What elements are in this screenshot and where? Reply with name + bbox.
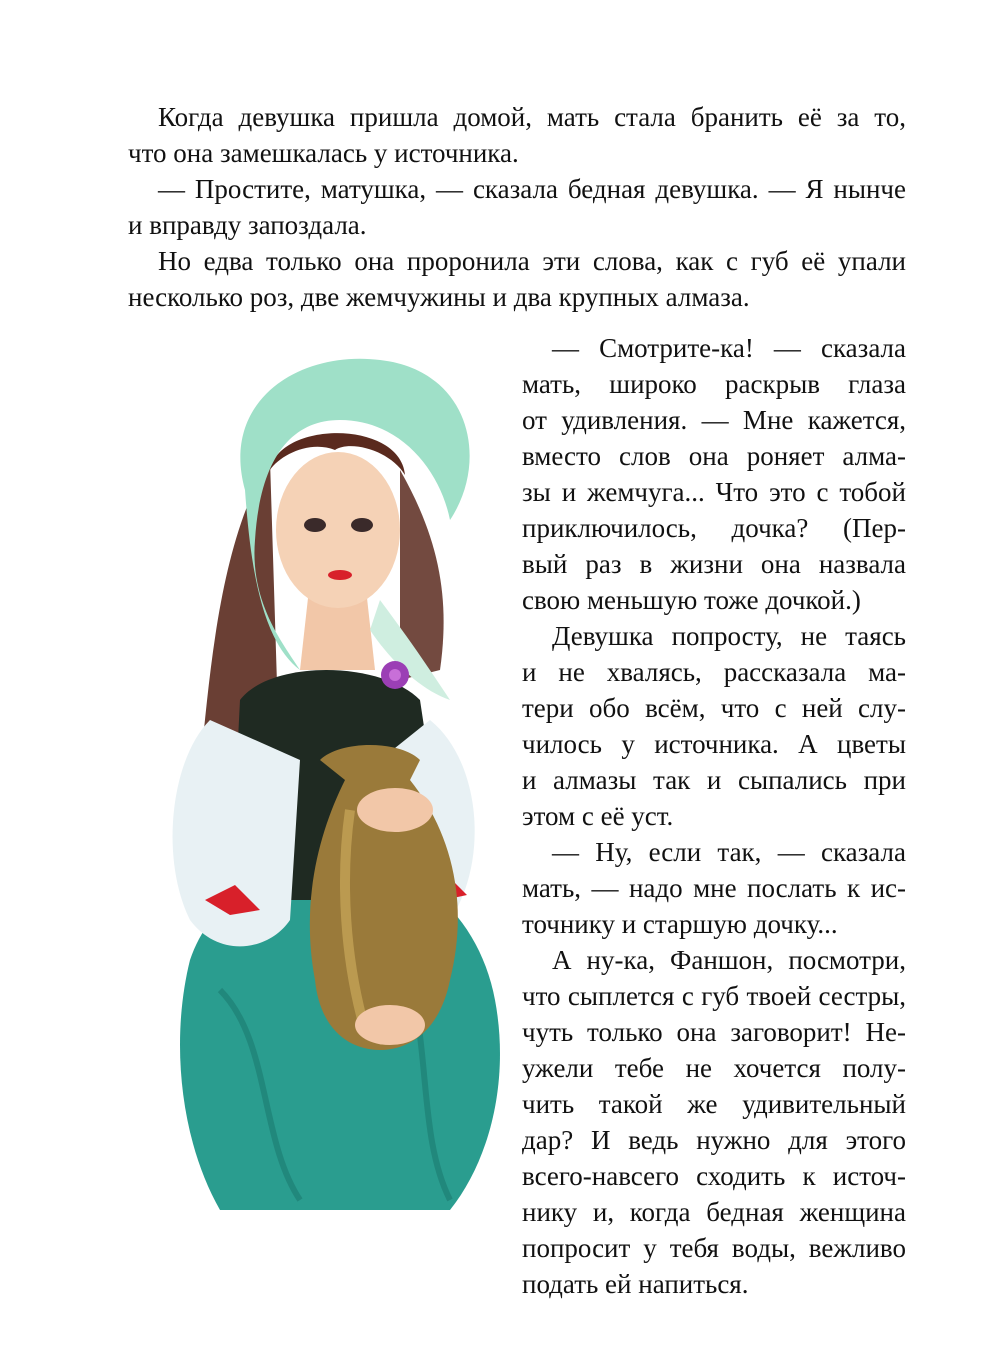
- text-line: попросит у тебя воды, вежливо: [522, 1233, 906, 1263]
- text-line: — Смотрите-ка! — сказала: [552, 333, 906, 363]
- text-line: Девушка попросту, не таясь: [552, 621, 906, 651]
- text-line: точнику и старшую дочку...: [522, 909, 838, 939]
- text-line: Когда девушка пришла домой, мать стала бранить её за то,: [158, 102, 906, 132]
- girl-with-jug-illustration: [150, 340, 520, 1220]
- text-line: приключилось, дочка? (Пер-: [522, 513, 906, 543]
- text-line: А ну-ка, Фаншон, посмотри,: [552, 945, 906, 975]
- text-line: мать, широко раскрыв глаза: [522, 369, 906, 399]
- text-line: этом с её уст.: [522, 801, 674, 831]
- text-line: всего-навсего сходить к источ-: [522, 1161, 906, 1191]
- text-line: тери обо всём, что с ней слу-: [522, 693, 906, 723]
- text-line: что сыплется с губ твоей сестры,: [522, 981, 906, 1011]
- text-line: от удивления. — Мне кажется,: [522, 405, 906, 435]
- text-line: ужели тебе не хочется полу-: [522, 1053, 906, 1083]
- text-line: зы и жемчуга... Что это с тобой: [522, 477, 906, 507]
- text-line: — Ну, если так, — сказала: [552, 837, 906, 867]
- text-line: что она замешкалась у источника.: [128, 138, 519, 168]
- text-line: нику и, когда бедная женщина: [522, 1197, 906, 1227]
- text-line: и алмазы так и сыпались при: [522, 765, 906, 795]
- text-line: и не хвалясь, рассказала ма-: [522, 657, 906, 687]
- text-line: чить такой же удивительный: [522, 1089, 906, 1119]
- text-line: чуть только она заговорит! Не-: [522, 1017, 906, 1047]
- text-line: вместо слов она роняет алма-: [522, 441, 906, 471]
- text-line: чилось у источника. А цветы: [522, 729, 906, 759]
- text-line: — Простите, матушка, — сказала бедная девушка. — Я нынче: [158, 174, 906, 204]
- text-line: мать, — надо мне послать к ис-: [522, 873, 906, 903]
- text-line: подать ей напиться.: [522, 1269, 749, 1299]
- text-line: вый раз в жизни она назвала: [522, 549, 906, 579]
- text-line: несколько роз, две жемчужины и два крупных алмаза.: [128, 282, 750, 312]
- text-line: свою меньшую тоже дочкой.): [522, 585, 861, 615]
- text-line: Но едва только она проронила эти слова, как с губ её упали: [158, 246, 906, 276]
- text-line: и вправду запоздала.: [128, 210, 367, 240]
- text-line: дар? И ведь нужно для этого: [522, 1125, 906, 1155]
